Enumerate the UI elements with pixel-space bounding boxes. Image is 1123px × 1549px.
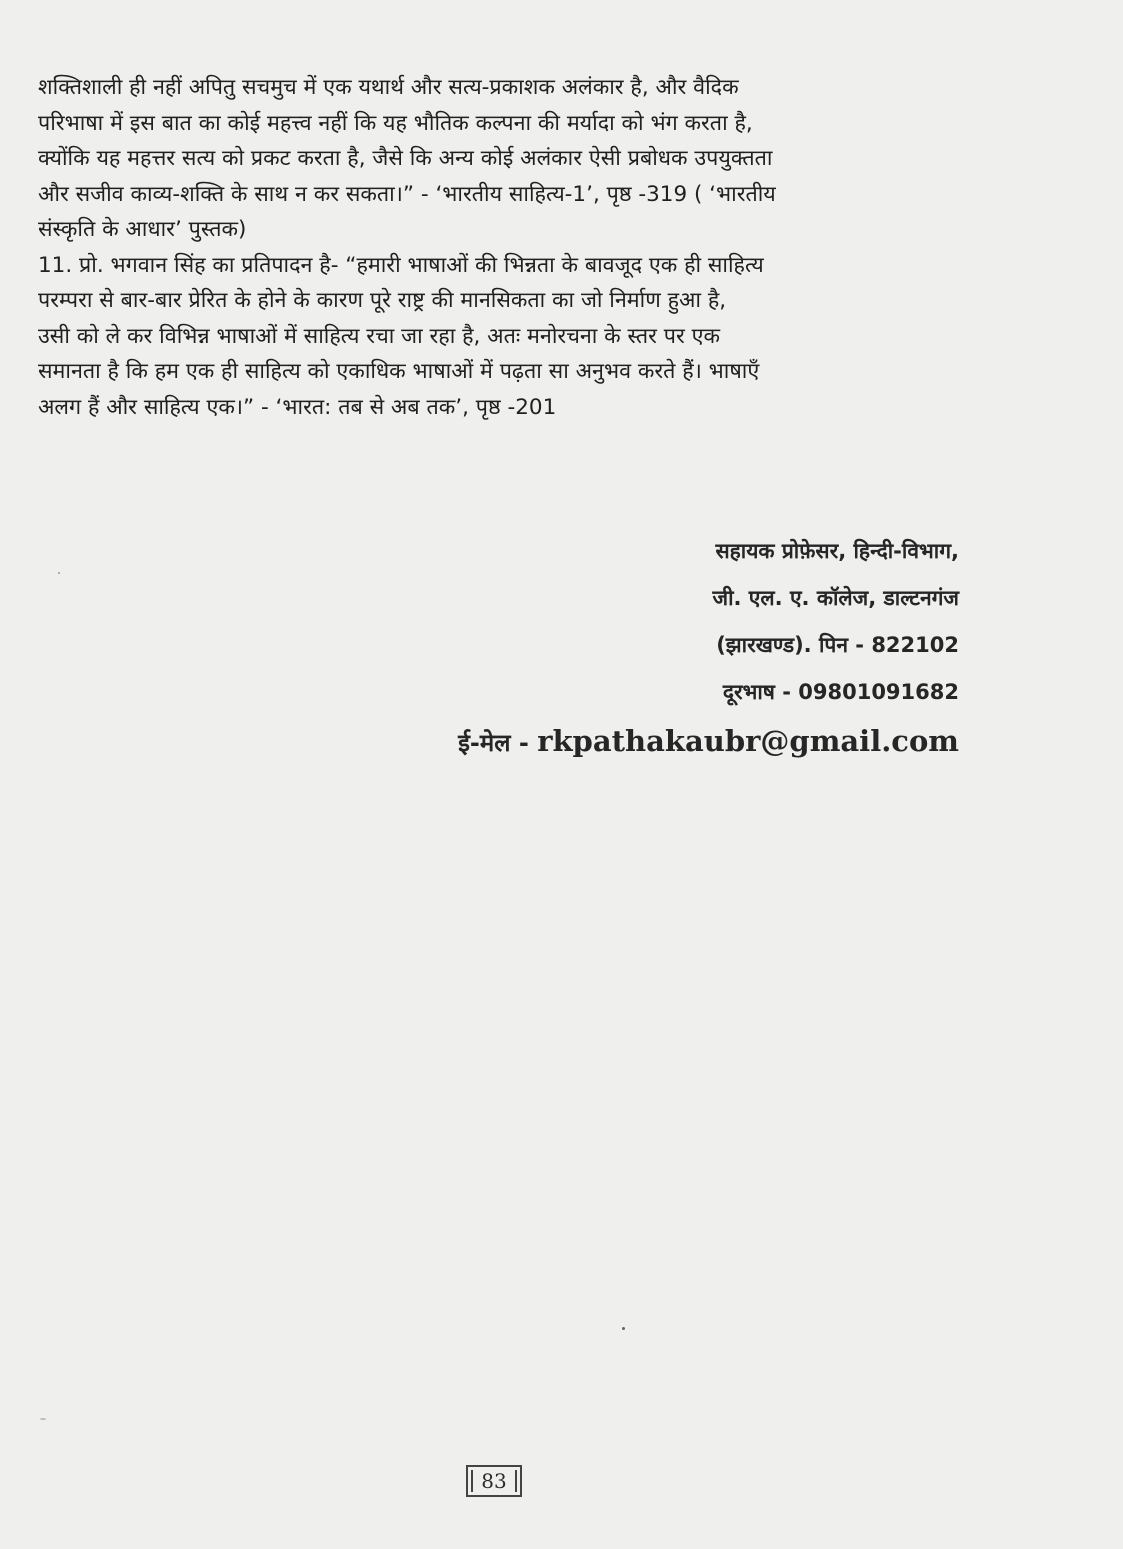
- author-phone: दूरभाष - 09801091682: [722, 680, 959, 704]
- text-line: संस्कृति के आधार’ पुस्तक): [38, 217, 247, 242]
- scan-speck: [40, 1418, 46, 1420]
- text-line: और सजीव काव्य-शक्ति के साथ न कर सकता।” - ‘भारतीय साहित्य-1’, पृष्ठ -319 ( ‘भारतीय: [38, 181, 776, 207]
- author-state-pin: (झारखण्ड). पिन - 822102: [716, 633, 959, 657]
- text-line: उसी को ले कर विभिन्न भाषाओं में साहित्य रचा जा रहा है, अतः मनोरचना के स्तर पर एक: [38, 323, 721, 349]
- author-email: rkpathakaubr@gmail.com: [537, 724, 959, 758]
- body-text: [38, 70, 978, 425]
- text-line: परिभाषा में इस बात का कोई महत्त्व नहीं कि यह भौतिक कल्पना की मर्यादा को भंग करता है,: [38, 110, 753, 136]
- author-college: जी. एल. ए. कॉलेज, डाल्टनगंज: [712, 586, 959, 610]
- text-line: 11. प्रो. भगवान सिंह का प्रतिपादन है- “हमारी भाषाओं की भिन्नता के बावजूद एक ही साहित्य: [38, 252, 764, 278]
- email-label: ई-मेल -: [458, 729, 538, 757]
- author-email-row: [458, 716, 959, 766]
- author-signature-block: [458, 528, 959, 766]
- scan-speck: [622, 1327, 625, 1330]
- page-number: 83: [466, 1465, 522, 1497]
- text-line: अलग हैं और साहित्य एक।” - ‘भारत: तब से अब तक’, पृष्ठ -201: [38, 394, 557, 420]
- scan-speck: [58, 572, 60, 574]
- text-line: परम्परा से बार-बार प्रेरित के होने के कारण पूरे राष्ट्र की मानसिकता का जो निर्माण हुआ है,: [38, 288, 727, 313]
- text-line: समानता है कि हम एक ही साहित्य को एकाधिक भाषाओं में पढ़ता सा अनुभव करते हैं। भाषाएँ: [38, 359, 760, 384]
- text-line: शक्तिशाली ही नहीं अपितु सचमुच में एक यथार्थ और सत्य-प्रकाशक अलंकार है, और वैदिक: [38, 75, 739, 100]
- author-designation: सहायक प्रोफ़ेसर, हिन्दी-विभाग,: [715, 539, 959, 563]
- text-line: क्योंकि यह महत्तर सत्य को प्रकट करता है, जैसे कि अन्य कोई अलंकार ऐसी प्रबोधक उपयुक्तता: [38, 146, 773, 171]
